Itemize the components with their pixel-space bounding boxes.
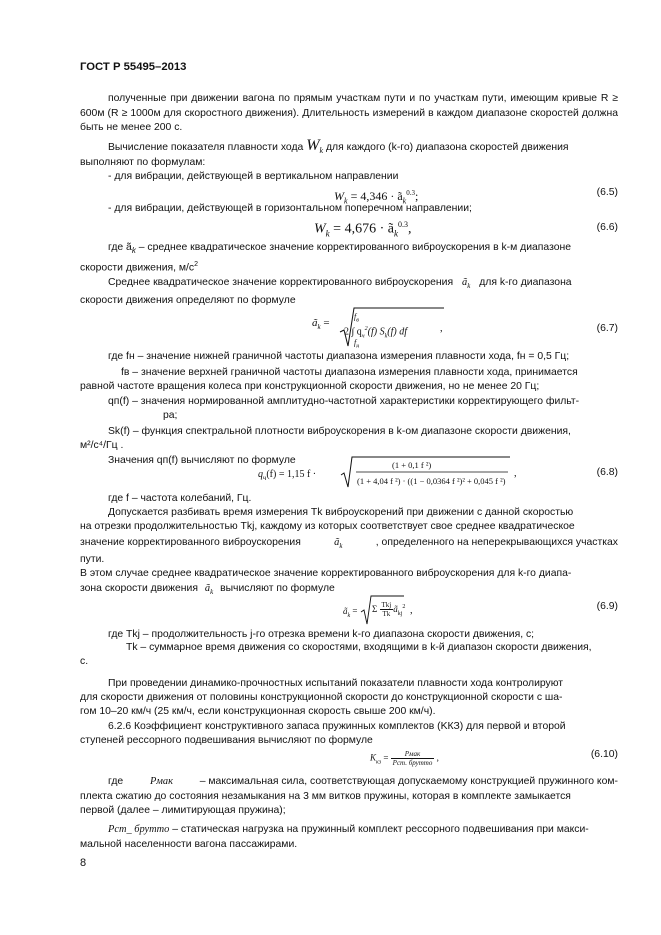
f66-exp: 0.3 <box>397 220 408 229</box>
item-horizontal: - для вибрации, действующей в горизонтальном поперечном направлении; <box>108 203 472 214</box>
formula-6-7 <box>312 316 330 335</box>
f69-fraction <box>380 601 394 618</box>
split-3b: , определенного на неперекрывающихся участках <box>375 537 618 548</box>
wk-symbol-sub: k <box>319 146 324 156</box>
f67-eq: = <box>323 317 330 329</box>
f66-tail: , <box>407 221 412 237</box>
paragraph-rms: Среднее квадратическое значение корректированного виброускорения $ã_k$ для k-го диапазона <box>108 277 572 291</box>
definition-q: qп(f) – значения нормированной амплитудно-частотной характеристики корректирующего фильт- <box>108 396 580 407</box>
definition-pst-2: мальной населенности вагона пассажирами. <box>80 839 298 850</box>
definition-pmak-3: первой (далее – лимитирующая пружина); <box>80 805 286 816</box>
formula-number-6-5: (6.5) <box>596 187 618 198</box>
def-ak-sup: 2 <box>194 261 199 268</box>
paragraph-wk-intro-cont: выполняют по формулам: <box>80 157 206 168</box>
formula-number-6-6: (6.6) <box>596 222 618 233</box>
split-3a: значение корректированного виброускорения <box>80 537 301 548</box>
f67-upper-limit: $f_в$ <box>354 312 359 324</box>
formula-number-6-9: (6.9) <box>596 601 618 612</box>
definition-s-cont: м²/с⁴/Гц . <box>80 440 124 451</box>
definition-ak <box>108 241 571 259</box>
f68-lhs-sub: ч <box>263 474 267 482</box>
f66-lhs: W <box>314 221 326 237</box>
f69-term-sub: kj <box>397 610 403 617</box>
f610-frac-den: Pст. брутто <box>392 759 433 767</box>
f610-tail: , <box>436 752 439 763</box>
f68-denominator: (1 + 4,04 f ²) · ((1 − 0,0364 f ²)² + 0,045 f ²) <box>357 476 506 486</box>
formula-number-6-10: (6.10) <box>590 749 618 760</box>
f67-tail: , <box>440 323 443 334</box>
f67-lhs: ã <box>312 317 318 329</box>
definition-pst <box>108 823 589 838</box>
paragraph-626-1: 6.2.6 Коэффициент конструктивного запаса пружинных комплектов (KКЗ) для первой и второй <box>108 721 566 732</box>
rms-text-a: Среднее квадратическое значение корректированного виброускорения <box>108 277 454 288</box>
paragraph-tests-3: гом 10–20 км/ч (25 км/ч, если конструкционная скорость свыше 200 км/ч). <box>80 706 436 717</box>
f67-body2: (f) S <box>367 326 385 338</box>
f69-sum <box>372 600 405 621</box>
definition-pmak <box>108 775 618 790</box>
definition-tk-cont: с. <box>80 656 89 667</box>
case-2b: вычисляют по формуле <box>220 583 335 594</box>
definition-f: где f – частота колебаний, Гц. <box>108 493 252 504</box>
f69-frac-den: Tk <box>382 610 391 619</box>
rms-text-b: для k-го диапазона <box>479 277 572 288</box>
f69-lhs: ã <box>343 606 348 616</box>
definition-fv-cont: равной частоте вращения колеса при конструкционной скорости движения, но не менее 20 Гц; <box>80 381 540 392</box>
definition-s: Sk(f) – функция спектральной плотности виброускорения в k-ом диапазоне скорости движения, <box>108 426 571 437</box>
f65-tail: ; <box>414 189 419 203</box>
definition-fv: fв – значение верхней граничной частоты диапазона измерения плавности хода, принимается <box>121 367 578 378</box>
paragraph-q-values: Значения qп(f) вычисляют по формуле <box>108 455 296 466</box>
f65-lhs: W <box>334 189 344 203</box>
def-pmak-text: – максимальная сила, соответствующая допускаемому конструкцией пружинного ком- <box>199 776 618 787</box>
f67-lower-limit: $f_н$ <box>354 338 360 350</box>
def-ak-sym: где ã <box>108 242 132 253</box>
f68-numerator: (1 + 0,1 f ²) <box>392 460 432 470</box>
definition-q-cont: ра; <box>163 410 178 421</box>
def-pst-sym: Pст_ брутто <box>108 824 170 835</box>
def-ak-cont-text: скорости движения, м/с <box>80 262 195 274</box>
f69-term: ã <box>393 604 398 614</box>
page-header: ГОСТ Р 55495–2013 <box>80 61 187 73</box>
paragraph-tests-2: для скорости движения от половины конструкционной скорости до конструкционной скорости с ша- <box>80 692 563 703</box>
formula-number-6-7: (6.7) <box>596 323 618 334</box>
formula-number-6-8: (6.8) <box>596 467 618 478</box>
f68-tail: , <box>514 468 517 479</box>
f610-frac-num: Pмак <box>391 750 435 759</box>
f65-lhs-sub: k <box>344 196 348 206</box>
f66-lhs-sub: k <box>325 228 330 239</box>
wk-intro-text: Вычисление показателя плавности хода <box>108 142 304 153</box>
f69-eq: = <box>352 606 358 616</box>
paragraph-split-3: значение корректированного виброускорения $ã_k$ , определенного на неперекрывающихся участках <box>80 536 618 554</box>
f610-fraction <box>391 750 435 767</box>
paragraph-rms-cont: скорости движения определяют по формуле <box>80 295 296 306</box>
item-vertical: - для вибрации, действующей в вертикальном направлении <box>108 171 399 182</box>
definition-tkj: где Tkj – продолжительность j-го отрезка времени k-го диапазона скорости движения, с; <box>108 629 535 640</box>
f610-lhs-sub: кз <box>376 759 382 766</box>
f67-body: 2 ∫ q <box>344 326 362 338</box>
def-pmak-sym: Pмак <box>149 776 173 787</box>
case-2a: зона скорости движения <box>80 583 198 594</box>
def-ak-sub: k <box>131 246 136 256</box>
paragraph-intro: полученные при движении вагона по прямым участкам пути и по участкам пути, имеющим кривые R ≥ 600м (R ≥ 1000м для скоростного движения). Длительность измерений в каждом диапазоне скоростей должна быть не менее 200 с. <box>80 93 618 134</box>
formula-6-5: $W_k = 4,346$ · $ã_k^{0.3}$; <box>334 189 419 206</box>
page-number: 8 <box>80 857 87 869</box>
f65-exp: 0.3 <box>406 189 415 197</box>
f69-lhs-sub: k <box>347 612 351 619</box>
wk-symbol: W <box>306 137 320 154</box>
paragraph-tests-1: При проведении динамико-прочностных испытаний показатели плавности хода контролируют <box>108 678 564 689</box>
paragraph-case-2: зона скорости движения $ã_k$ вычисляют по формуле <box>80 583 335 597</box>
f67-integrand: 2 ∫ $q_ч^2(f)$ $S_k(f)$ df <box>344 326 407 340</box>
def-ak-text: – среднее квадратическое значение корректированного виброускорения в k-м диапазоне <box>138 242 572 253</box>
paragraph-split-4: пути. <box>80 554 105 565</box>
f610-eq: = <box>383 752 389 763</box>
definition-fn: где fн – значение нижней граничной частоты диапазона измерения плавности хода, fн = 0,5 Гц; <box>108 351 570 362</box>
paragraph-split-1: Допускается разбивать время измерения Tk виброускорений при движении с данной скоростью <box>108 507 574 518</box>
paragraph-case-1: В этом случае среднее квадратическое значение корректированного виброускорения для k-го диапа- <box>80 568 572 579</box>
f69-tail: , <box>410 605 413 616</box>
f67-body3: (f) df <box>387 326 407 338</box>
def-pst-text: – статическая нагрузка на пружинный комплект рессорного подвешивания при макси- <box>172 824 589 835</box>
f65-coef: = 4,346 · ã <box>350 189 403 203</box>
formula-6-8 <box>258 468 316 486</box>
paragraph-split-2: на отрезки продолжительностью Tkj, каждому из которых соответствует свое среднее квадратическое <box>80 521 575 532</box>
f69-sum-sign: Σ <box>372 604 378 614</box>
f68-lhs: q <box>258 469 263 480</box>
paragraph-626-2: ступеней рессорного подвешивания вычисляют по формуле <box>80 735 373 746</box>
f68-arg: (f) = 1,15 f · <box>266 469 317 480</box>
f66-coef: = 4,676 · ã <box>333 221 394 237</box>
f610-lhs: K <box>370 752 377 763</box>
formula-6-10 <box>370 750 439 770</box>
def-pmak-where: где <box>108 776 124 787</box>
wk-intro-text-2: для каждого (k-го) диапазона скоростей движения <box>325 142 569 153</box>
definition-pmak-2: плекта сжатию до состояния незамыкания на 3 мм витков пружины, которая в комплекте замыкается <box>80 791 571 802</box>
definition-ak-cont <box>80 258 198 276</box>
f69-frac-num: Tkj <box>381 601 392 610</box>
f69-term-sup: 2 <box>402 604 406 610</box>
definition-tk: Tk – суммарное время движения со скоростями, входящими в k-й диапазон скорости движения, <box>126 642 592 653</box>
f67-lhs-sub: k <box>317 323 321 332</box>
formula-6-9 <box>343 604 358 623</box>
formula-6-6: $W_k = 4,676$ · $ã_k^{0.3}$, <box>314 220 412 239</box>
